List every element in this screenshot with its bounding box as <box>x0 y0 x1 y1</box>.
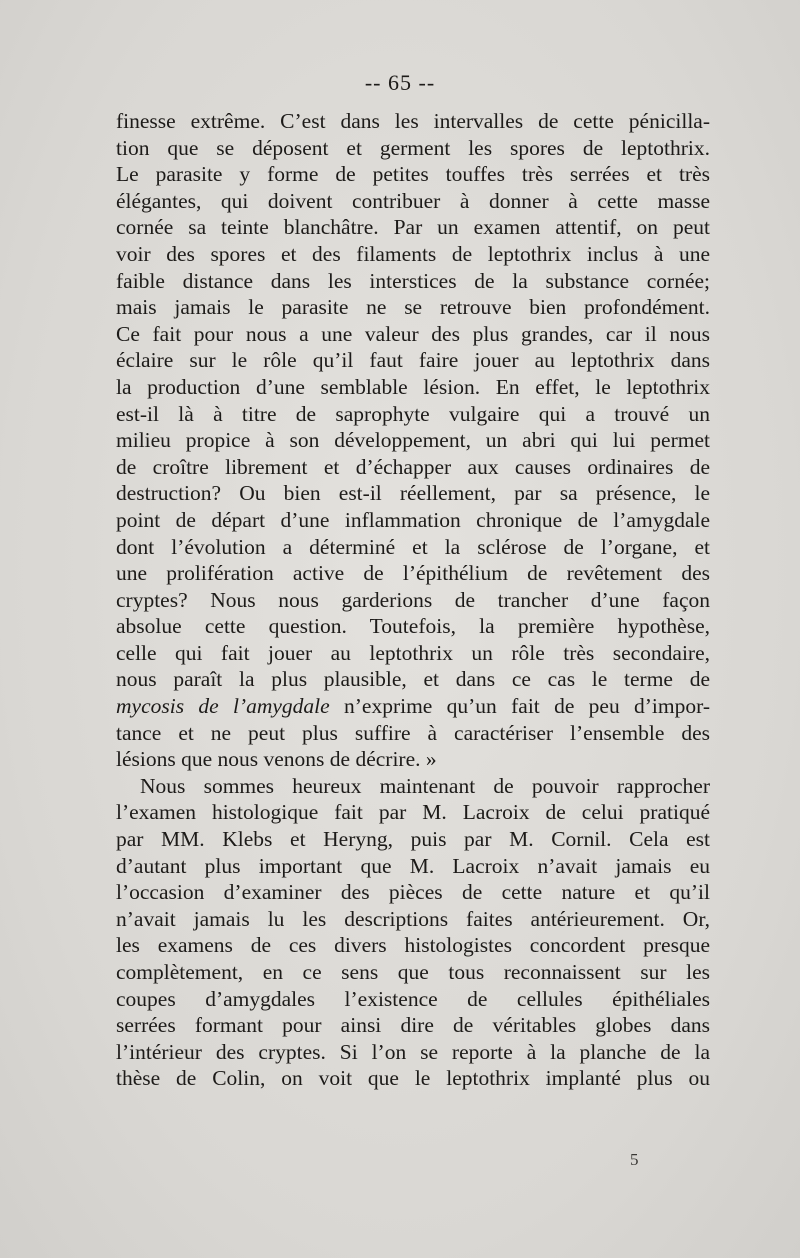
text-line: milieu propice à son développement, un abri qui lui permet <box>116 428 710 453</box>
text-line: d’autant plus important que M. Lacroix n’avait jamais eu <box>116 853 710 878</box>
text-line: cornée sa teinte blanchâtre. Par un examen attentif, on peut <box>116 215 710 240</box>
text-line: coupes d’amygdales l’existence de cellules épithéliales <box>116 986 710 1011</box>
text-line: tion que se déposent et germent les spores de leptothrix. <box>116 135 710 160</box>
text-line: est-il là à titre de saprophyte vulgaire qui a trouvé un <box>116 401 710 426</box>
text-line: finesse extrême. C’est dans les intervalles de cette pénicilla- <box>116 109 710 133</box>
text-line: la production d’une semblable lésion. En effet, le leptothrix <box>116 374 710 399</box>
text-line: l’occasion d’examiner des pièces de cette nature et qu’il <box>116 880 710 905</box>
text-line: faible distance dans les interstices de la substance cornée; <box>116 268 710 293</box>
text-line: celle qui fait jouer au leptothrix un rôle très secondaire, <box>116 640 710 665</box>
text-line: Le parasite y forme de petites touffes très serrées et très <box>116 162 710 187</box>
text-line: dont l’évolution a déterminé et la sclérose de l’organe, et <box>116 534 710 559</box>
text-line: une prolifération active de l’épithélium de revêtement des <box>116 561 710 586</box>
text-line: nous paraît la plus plausible, et dans ce cas le terme de <box>116 667 710 692</box>
text-line: par MM. Klebs et Heryng, puis par M. Cornil. Cela est <box>116 827 710 852</box>
text-line: tance et ne peut plus suffire à caractériser l’ensemble des <box>116 720 710 745</box>
text-line: thèse de Colin, on voit que le leptothrix implanté plus ou <box>116 1066 710 1091</box>
text-line: élégantes, qui doivent contribuer à donner à cette masse <box>116 188 710 213</box>
body-text <box>116 108 710 1092</box>
text-line: cryptes? Nous nous garderions de trancher d’une façon <box>116 587 710 612</box>
page-number: -- 65 -- <box>364 70 436 95</box>
text-line-with-italic <box>116 693 710 720</box>
text-line: complètement, en ce sens que tous reconnaissent sur les <box>116 960 710 984</box>
text-line: de croître librement et d’échapper aux causes ordinaires de <box>116 454 710 479</box>
text-line: lésions que nous venons de décrire. » <box>116 747 437 772</box>
text-line: les examens de ces divers histologistes concordent presque <box>116 933 710 958</box>
signature-mark: 5 <box>630 1150 639 1169</box>
text-line: destruction? Ou bien est-il réellement, par sa présence, le <box>116 481 710 506</box>
text-line: voir des spores et des filaments de leptothrix inclus à une <box>116 241 710 266</box>
paragraph-start-line: Nous sommes heureux maintenant de pouvoir rapprocher <box>140 773 710 798</box>
italic-term: mycosis de l’amygdale <box>116 694 330 719</box>
text-line-rest: n’exprime qu’un fait de peu d’impor- <box>344 694 710 719</box>
text-line: point de départ d’une inflammation chronique de l’amygdale <box>116 507 710 532</box>
text-line: Ce fait pour nous a une valeur des plus grandes, car il nous <box>116 321 710 346</box>
text-line: n’avait jamais lu les descriptions faites antérieurement. Or, <box>116 906 710 931</box>
text-line: absolue cette question. Toutefois, la première hypothèse, <box>116 614 710 639</box>
text-line: éclaire sur le rôle qu’il faut faire jouer au leptothrix dans <box>116 348 710 373</box>
text-line: serrées formant pour ainsi dire de véritables globes dans <box>116 1013 710 1038</box>
text-line: l’examen histologique fait par M. Lacroix de celui pratiqué <box>116 800 710 825</box>
text-line: l’intérieur des cryptes. Si l’on se reporte à la planche de la <box>116 1039 710 1064</box>
text-line: mais jamais le parasite ne se retrouve bien profondément. <box>116 295 710 320</box>
